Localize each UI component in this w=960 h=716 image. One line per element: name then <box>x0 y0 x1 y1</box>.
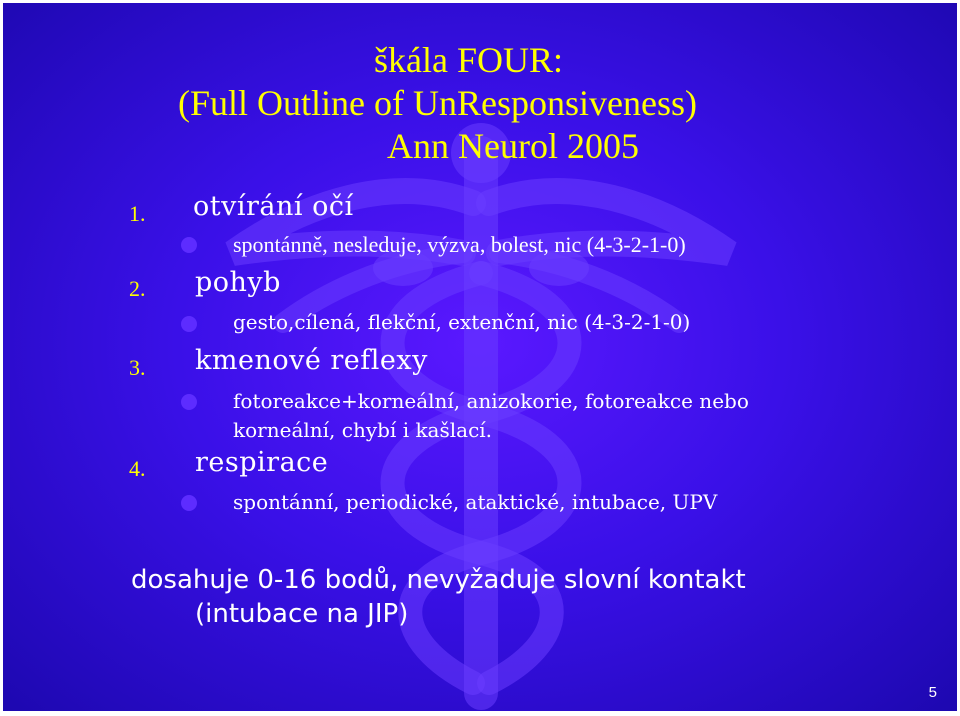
bullet-icon <box>181 316 197 332</box>
item-heading: kmenové reflexy <box>195 345 428 376</box>
title-line-2: (Full Outline of UnResponsiveness) <box>178 83 697 123</box>
item-detail: korneální, chybí i kašlací. <box>233 418 493 442</box>
item-number: 1. <box>129 201 146 226</box>
item-number: 4. <box>129 456 146 481</box>
title-line-3: Ann Neurol 2005 <box>387 126 639 166</box>
bullet-icon <box>181 394 197 410</box>
summary-line-2: (intubace na JIP) <box>195 599 409 629</box>
page-number: 5 <box>928 684 937 701</box>
summary-line-1: dosahuje 0-16 bodů, nevyžaduje slovní kontakt <box>131 565 746 595</box>
summary <box>131 563 746 631</box>
item-detail: fotoreakce+korneální, anizokorie, fotoreakce nebo <box>233 389 749 413</box>
item-detail: spontánně, nesleduje, výzva, bolest, nic (4-3-2-1-0) <box>233 232 686 257</box>
item-heading: otvírání očí <box>193 191 354 222</box>
item-detail: gesto,cílená, flekční, extenční, nic (4-3-2-1-0) <box>233 310 691 334</box>
item-number: 3. <box>129 355 146 380</box>
item-detail: spontánní, periodické, ataktické, intubace, UPV <box>233 490 718 514</box>
slide <box>3 3 957 711</box>
bullet-icon <box>181 237 197 253</box>
title-line-1: škála FOUR: <box>374 40 563 80</box>
item-heading: respirace <box>195 447 329 478</box>
bullet-icon <box>181 495 197 511</box>
item-number: 2. <box>129 276 146 301</box>
item-heading: pohyb <box>195 267 281 298</box>
